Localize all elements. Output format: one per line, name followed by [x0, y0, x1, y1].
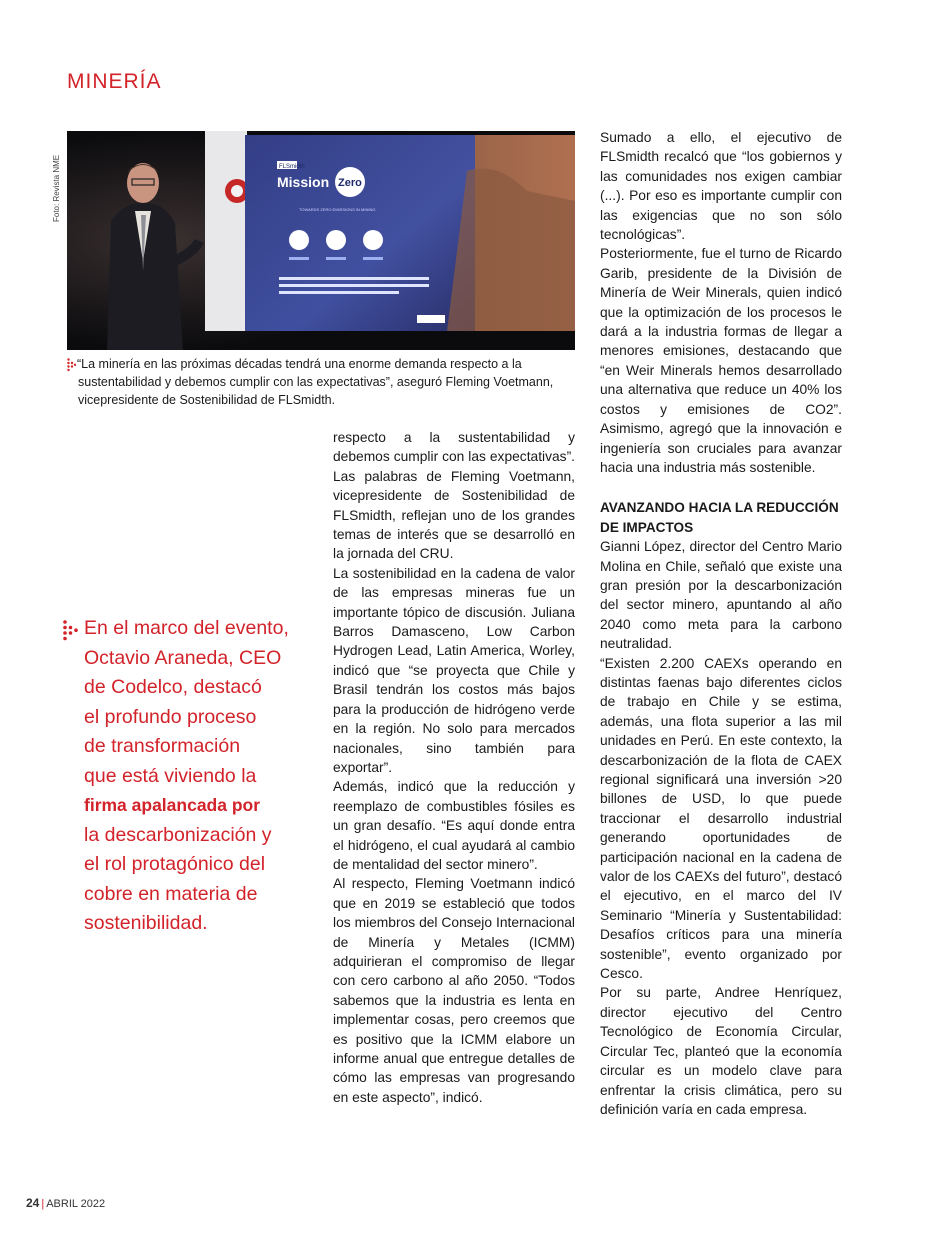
- article-paragraph: Además, indicó que la reducción y reemplazo de combustibles fósiles es un gran desafío. “Es aquí donde entra el hidrógeno, el cual ayudará al cambio de mentalidad del sector minero”.: [333, 779, 575, 872]
- pull-quote-dots-icon: [63, 620, 79, 642]
- pull-quote-line: el profundo proceso: [84, 705, 257, 728]
- slide-icon-energy: [289, 230, 309, 250]
- pull-quote-line: cobre en materia de: [84, 882, 258, 905]
- slide-title-badge: Zero: [338, 177, 362, 189]
- page-number: 24: [26, 1196, 40, 1210]
- article-paragraph: Posteriormente, fue el turno de Ricardo Garib, presidente de la División de Minería de Weir Minerals, quien indicó que la optimización de los procesos le dará a la industria formas de llegar a menores emisiones, destacando que “en Weir Minerals hemos desarrollado una alternativa que reduce un 40% los costos y emisiones de CO2”. Asimismo, agregó que la innovación e ingeniería son cruciales para avanzar hacia una industria más sostenible.: [600, 246, 842, 475]
- photo-caption: [67, 355, 577, 409]
- pull-quote-line: que está viviendo la: [84, 764, 257, 787]
- conference-photo-illustration: [67, 131, 575, 350]
- pull-quote-line: de Codelco, destacó: [84, 676, 262, 698]
- pull-quote-line: sostenibilidad.: [84, 912, 208, 934]
- photo-credit-text: Foto: Revista NME: [52, 154, 61, 222]
- article-paragraph: Sumado a ello, el ejecutivo de FLSmidth recalcó que “los gobiernos y las comunidades nos exigen cambiar (...). Por eso es importante cumplir con las exigencias que no son sólo tecnológicas”.: [600, 130, 842, 243]
- pull-quote-line: En el marco del evento,: [84, 617, 289, 639]
- article-paragraph: Por su parte, Andree Henríquez, director ejecutivo del Centro Tecnológico de Economía Circular, Circular Tec, planteó que la economía circular es un modelo clave para enfrentar la crisis climática, pero su definición varía en cada empresa.: [600, 985, 842, 1117]
- page-footer: [26, 1196, 105, 1210]
- article-column-right: [600, 128, 842, 1119]
- section-heading: AVANZANDO HACIA LA REDUCCIÓN DE IMPACTOS: [600, 500, 839, 535]
- pull-quote-line-emphasis: firma apalancada por: [84, 795, 261, 815]
- photo-credit: [52, 132, 64, 222]
- slide-subtitle: TOWARDS ZERO EMISSIONS IN MINING: [299, 207, 376, 212]
- pull-quote-line: Octavio Araneda, CEO: [84, 646, 282, 669]
- slide-icon-emissions: [326, 230, 346, 250]
- article-photo: [67, 131, 575, 350]
- slide-brand: FLSmidth: [279, 164, 305, 170]
- slide-title: Mission: [277, 174, 330, 190]
- caption-text: “La minería en las próximas décadas tendrá una enorme demanda respecto a la sustentabilidad y debemos cumplir con las expectativas”, aseguró Fleming Voetmann, vicepresidente de Sostenibilidad de FLSmidth.: [77, 357, 554, 407]
- article-paragraph: Gianni López, director del Centro Mario Molina en Chile, señaló que existe una gran presión por la descarbonización del sector minero, apuntando al año 2040 como meta para la carbono neutralidad.: [600, 539, 842, 652]
- pull-quote-line: el rol protagónico del: [84, 853, 266, 875]
- article-paragraph: respecto a la sustentabilidad y debemos cumplir con las expectativas”. Las palabras de Fleming Voetmann, vicepresidente de Sostenibilidad de FLSmidth, reflejan uno de los grandes temas de interés que se desarrolló en la jornada del CRU.: [333, 430, 575, 562]
- pull-quote-text: [63, 614, 303, 939]
- pull-quote: [63, 614, 303, 939]
- article-column-middle: [333, 428, 575, 1107]
- pull-quote-line: la descarbonización y: [84, 823, 272, 846]
- article-paragraph: Al respecto, Fleming Voetmann indicó que en 2019 se estableció que todos los miembros del Consejo Internacional de Minería y Metales (ICMM) adquirieran el compromiso de llegar con cero carbono al año 2050. “Todos sabemos que la industria es lenta en implementar cosas, pero creemos que es positivo que la ICMM elabore un informe anual que entregue detalles de cómo las empresas van progresando en este aspecto”, indicó.: [333, 876, 575, 1105]
- pull-quote-line: de transformación: [84, 735, 241, 757]
- issue-date: ABRIL 2022: [46, 1198, 106, 1210]
- section-label: MINERÍA: [67, 70, 162, 93]
- slide-icon-water: [363, 230, 383, 250]
- article-paragraph: La sostenibilidad en la cadena de valor de las empresas mineras fue un importante tópico de discusión. Juliana Barros Damasceno, Low Carbon Hydrogen Lead, Latin America, Worley, indicó que “se proyecta que Chile y Brasil tendrán los costos más bajos para la producción de hidrógeno verde en la región. No solo para mercados nacionales, sino también para exportar”.: [333, 565, 575, 775]
- caption-dots-icon: [67, 358, 76, 372]
- article-paragraph: “Existen 2.200 CAEXs operando en distintas faenas bajo diferentes ciclos de trabajo en Chile y se estima, además, una flota superior a las mil unidades en Perú. En este contexto, la descarbonización de la flota de CAEX regional significará una inversión >20 billones de USD, lo que puede traccionar el desarrollo industrial generando oportunidades de participación nacional en la cadena de valor de los CAEXs del futuro”, destacó el ejecutivo, en el marco del IV Seminario “Minería y Sustentabilidad: Desafíos críticos para una minería sostenible”, evento organizado por Cesco.: [600, 655, 842, 982]
- footer-separator: |: [41, 1198, 45, 1210]
